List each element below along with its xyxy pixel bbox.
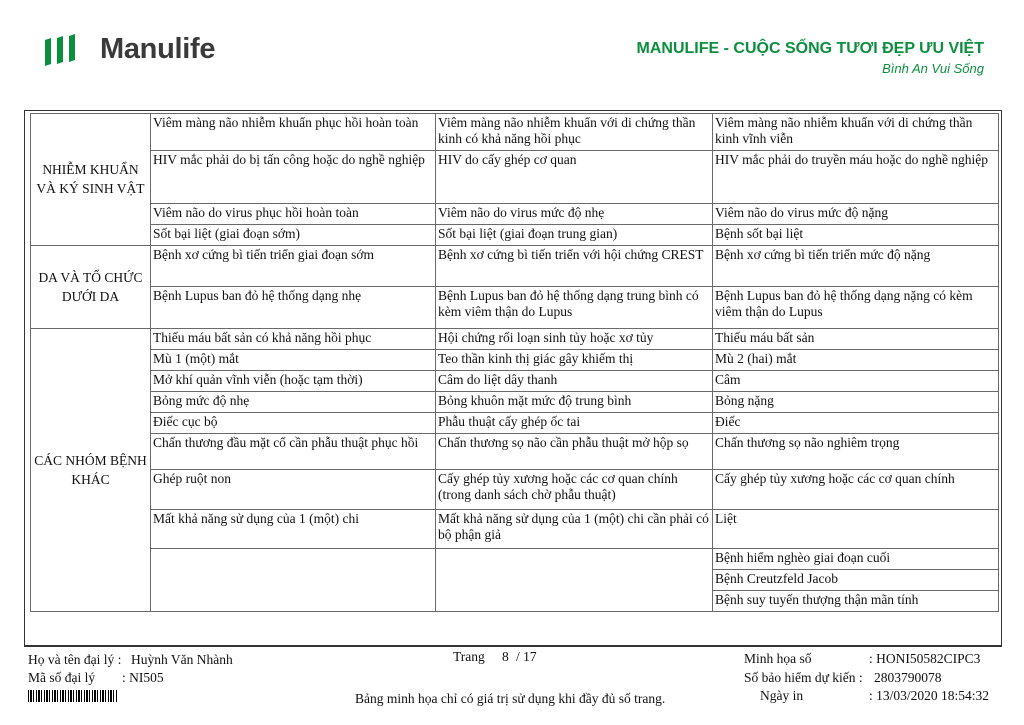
table-cell: Mù 1 (một) mắt [151, 350, 436, 371]
table-cell: Mù 2 (hai) mắt [713, 350, 999, 371]
manulife-logo-icon [44, 34, 78, 66]
table-row [31, 114, 999, 151]
agent-name-label: Họ và tên đại lý : [28, 652, 122, 667]
table-cell: Câm [713, 371, 999, 392]
table-row [31, 549, 999, 570]
table-cell: Bệnh Lupus ban đỏ hệ thống dạng nặng có kèm viêm thận do Lupus [713, 287, 999, 329]
table-cell: Mất khả năng sử dụng của 1 (một) chi [151, 510, 436, 549]
table-row [31, 350, 999, 371]
table-cell: Phẫu thuật cấy ghép ốc tai [436, 413, 713, 434]
policy-label: Số bảo hiểm dự kiến : [744, 670, 863, 685]
policy-number: 2803790078 [874, 670, 942, 685]
table-row [31, 392, 999, 413]
table-cell: Hội chứng rối loạn sinh tủy hoặc xơ tủy [436, 329, 713, 350]
table-cell: Viêm màng não nhiễm khuẩn phục hồi hoàn toàn [151, 114, 436, 151]
table-cell: Viêm não do virus mức độ nặng [713, 204, 999, 225]
table-row [31, 151, 999, 204]
table-cell: Bệnh xơ cứng bì tiến triển mức độ nặng [713, 246, 999, 287]
illustration-label: Minh họa số [744, 651, 812, 666]
table-cell: Bệnh Lupus ban đỏ hệ thống dạng trung bình có kèm viêm thận do Lupus [436, 287, 713, 329]
table-cell: Bỏng nặng [713, 392, 999, 413]
table-cell: HIV do cấy ghép cơ quan [436, 151, 713, 204]
table-row [31, 371, 999, 392]
table-cell: Câm do liệt dây thanh [436, 371, 713, 392]
table-cell: Điếc [713, 413, 999, 434]
table-row [31, 225, 999, 246]
table-cell: Bệnh suy tuyến thượng thận mãn tính [713, 591, 999, 612]
table-cell: HIV mắc phải do bị tấn công hoặc do nghề nghiệp [151, 151, 436, 204]
disease-table [30, 113, 999, 612]
table-cell: Bỏng mức độ nhẹ [151, 392, 436, 413]
table-row [31, 470, 999, 510]
frame-top-line [24, 110, 1002, 111]
group-label: NHIỄM KHUẨN VÀ KÝ SINH VẬT [31, 114, 151, 246]
print-date-label: Ngày in [760, 688, 804, 703]
table-cell: Cấy ghép tủy xương hoặc các cơ quan chính (trong danh sách chờ phẫu thuật) [436, 470, 713, 510]
slogan-title: MANULIFE - CUỘC SỐNG TƯƠI ĐẸP ƯU VIỆT [636, 40, 984, 57]
page-total: / 17 [516, 649, 537, 664]
page-footer [0, 646, 1024, 725]
table-cell: Teo thần kinh thị giác gây khiếm thị [436, 350, 713, 371]
table-row [31, 510, 999, 549]
agent-code: : NI505 [122, 670, 164, 685]
table-row [31, 413, 999, 434]
agent-name: Huỳnh Văn Nhành [131, 652, 233, 667]
illustration-number: : HONI50582CIPC3 [869, 651, 981, 666]
validity-note: Bảng minh họa chỉ có giá trị sử dụng khi đầy đủ số trang. [355, 691, 666, 706]
page-label: Trang [453, 649, 485, 664]
page-current: 8 [502, 649, 509, 664]
table-cell: Bệnh xơ cứng bì tiến triển với hội chứng CREST [436, 246, 713, 287]
table-cell: Điếc cục bộ [151, 413, 436, 434]
table-cell: Viêm não do virus phục hồi hoàn toàn [151, 204, 436, 225]
table-cell: Ghép ruột non [151, 470, 436, 510]
table-cell: Viêm màng não nhiễm khuẩn với di chứng thần kinh vĩnh viễn [713, 114, 999, 151]
slogan-subtitle: Bình An Vui Sống [882, 61, 984, 76]
table-cell: Chấn thương sọ não cần phẫu thuật mở hộp sọ [436, 434, 713, 470]
barcode [28, 690, 118, 702]
table-cell: Mở khí quản vĩnh viễn (hoặc tạm thời) [151, 371, 436, 392]
table-cell: Cấy ghép tủy xương hoặc các cơ quan chính [713, 470, 999, 510]
table-row [31, 246, 999, 287]
agent-code-label: Mã số đại lý [28, 670, 96, 685]
brand-name: Manulife [100, 33, 216, 65]
table-cell: Chấn thương sọ não nghiêm trọng [713, 434, 999, 470]
table-cell: Bệnh hiểm nghèo giai đoạn cuối [713, 549, 999, 570]
group-label: DA VÀ TỔ CHỨC DƯỚI DA [31, 246, 151, 329]
print-date: : 13/03/2020 18:54:32 [869, 688, 990, 703]
table-row [31, 329, 999, 350]
table-cell: Bệnh sốt bại liệt [713, 225, 999, 246]
table-cell: HIV mắc phải do truyền máu hoặc do nghề nghiệp [713, 151, 999, 204]
frame-right-line [1001, 110, 1002, 646]
table-cell: Bỏng khuôn mặt mức độ trung bình [436, 392, 713, 413]
table-row [31, 287, 999, 329]
table-cell: Chấn thương đầu mặt cổ cần phẫu thuật phục hồi [151, 434, 436, 470]
table-cell: Viêm màng não nhiễm khuẩn với di chứng thần kinh có khả năng hồi phục [436, 114, 713, 151]
table-cell: Thiếu máu bất sản có khả năng hồi phục [151, 329, 436, 350]
table-row [31, 434, 999, 470]
table-cell: Viêm não do virus mức độ nhẹ [436, 204, 713, 225]
table-cell: Bệnh Lupus ban đỏ hệ thống dạng nhẹ [151, 287, 436, 329]
table-cell: Sốt bại liệt (giai đoạn trung gian) [436, 225, 713, 246]
table-cell: Thiếu máu bất sản [713, 329, 999, 350]
table-cell: Bệnh Creutzfeld Jacob [713, 570, 999, 591]
table-cell: Liệt [713, 510, 999, 549]
manulife-logo [44, 33, 215, 66]
table-cell: Bệnh xơ cứng bì tiến triển giai đoạn sớm [151, 246, 436, 287]
table-cell-empty [436, 549, 713, 612]
table-cell-empty [151, 549, 436, 612]
table-cell: Sốt bại liệt (giai đoạn sớm) [151, 225, 436, 246]
slogan [637, 40, 984, 76]
frame-left-line [24, 110, 25, 646]
table-row [31, 204, 999, 225]
table-cell: Mất khả năng sử dụng của 1 (một) chi cần phải có bộ phận giả [436, 510, 713, 549]
group-label: CÁC NHÓM BỆNH KHÁC [31, 329, 151, 612]
